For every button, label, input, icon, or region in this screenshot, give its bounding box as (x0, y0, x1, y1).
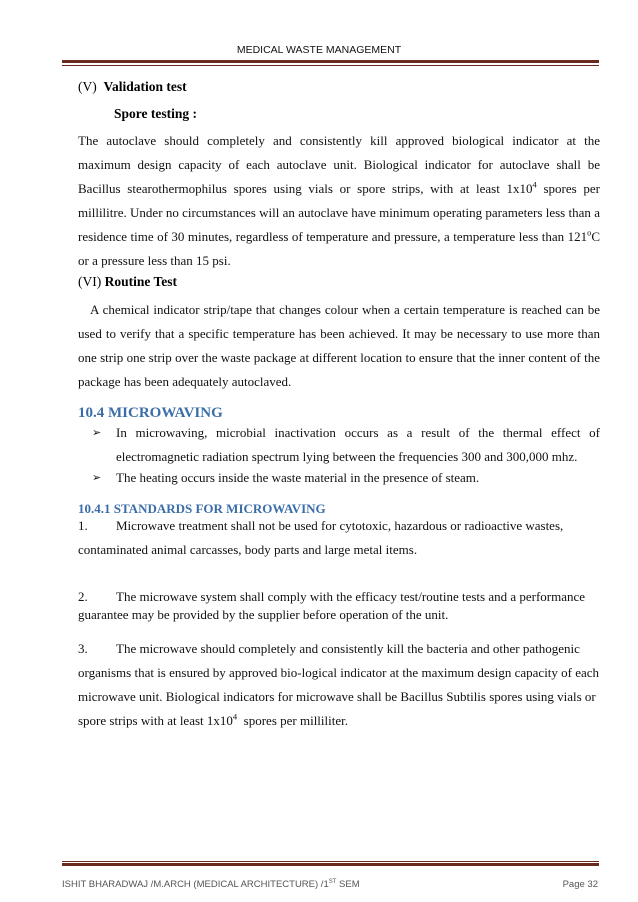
standard-item-3-line2: organisms that is ensured by approved bio-logical indicator at the maximum design capacity of each (78, 665, 600, 680)
footer-author (62, 879, 360, 890)
validation-superscript-1: 4 (532, 179, 537, 190)
arrow-bullet-icon: ➢ (92, 471, 102, 484)
item3-text-b: spores per milliliter. (237, 713, 348, 728)
section-v-title: Validation test (103, 79, 187, 94)
footer-rule-thin (62, 861, 599, 862)
bullet-text: In microwaving, microbial inactivation occurs as a result of the thermal effect of electromagnetic radiation spectrum lying between the frequencies 300 and 300,000 mhz. (116, 425, 600, 464)
footer-author-sem: SEM (336, 879, 360, 891)
footer-rule-thick (62, 863, 599, 866)
page-number: Page 32 (562, 879, 598, 890)
standard-item-2-cont: guarantee may be provided by the supplier before operation of the unit. (78, 607, 449, 622)
section-v-number: (V) (78, 79, 97, 94)
standard-item-1-cont: contaminated animal carcasses, body parts and large metal items. (78, 542, 418, 557)
validation-text-b: spores per millilitre. Under no circumstances will an autoclave have minimum operating parameters less than a residence time of 30 minutes, regardless of temperature and pressure, a temperature less than 121 (78, 181, 600, 244)
section-vi-number: (VI) (78, 274, 102, 289)
running-header: MEDICAL WASTE MANAGEMENT (236, 44, 402, 56)
standard-item-1 (78, 514, 600, 538)
routine-paragraph: A chemical indicator strip/tape that changes colour when a certain temperature is reached can be used to verify that a specific temperature has been achieved. It may be necessary to use more than one strip one strip over the waste package at different location to ensure that the inner content of the package has been adequately autoclaved. (78, 302, 600, 389)
arrow-bullet-icon: ➢ (92, 426, 102, 439)
bullet-text: The heating occurs inside the waste material in the presence of steam. (116, 470, 480, 485)
item-first-line: Microwave treatment shall not be used for cytotoxic, hazardous or radioactive wastes, (116, 518, 564, 533)
standards-heading: 10.4.1 STANDARDS FOR MICROWAVING (78, 501, 326, 516)
footer-superscript: ST (328, 879, 337, 885)
item-number: 3. (78, 641, 88, 656)
item-number: 2. (78, 589, 88, 604)
item3-text-a: spore strips with at least 1x10 (78, 713, 233, 728)
spore-testing-subheading: Spore testing : (114, 106, 197, 121)
item-first-line: The microwave should completely and consistently kill the bacteria and other pathogenic (116, 641, 580, 656)
item-number: 1. (78, 518, 88, 533)
standard-item-3-line3: microwave unit. Biological indicators for microwave shall be Bacillus Subtilis spores using vials or (78, 689, 596, 704)
validation-paragraph (78, 129, 600, 273)
microwaving-bullet-1 (92, 421, 600, 469)
item-first-line: The microwave system shall comply with the efficacy test/routine tests and a performance (116, 589, 586, 604)
item3-superscript: 4 (232, 711, 238, 722)
section-v-heading (78, 79, 187, 95)
microwaving-bullet-2 (92, 466, 600, 490)
section-vi-heading (78, 274, 177, 290)
validation-superscript-2: o (587, 227, 592, 238)
validation-text-a: The autoclave should completely and consistently kill approved biological indicator at the maximum design capacity of each autoclave unit. Biological indicator for autoclave shall be Bacillus stearothermophilus spores using vials or spore strips, with at least 1x10 (78, 133, 600, 196)
footer-author-text: ISHIT BHARADWAJ /M.ARCH (MEDICAL ARCHITECTURE) /1 (62, 879, 329, 891)
header-rule-thick (62, 60, 599, 63)
standard-item-3 (78, 637, 600, 661)
microwaving-heading: 10.4 MICROWAVING (78, 405, 223, 421)
validation-text-c: C or a pressure less than 15 psi. (78, 229, 600, 268)
standard-item-3-line4 (78, 709, 600, 733)
header-rule-thin (62, 65, 599, 66)
section-vi-title: Routine Test (104, 274, 178, 289)
